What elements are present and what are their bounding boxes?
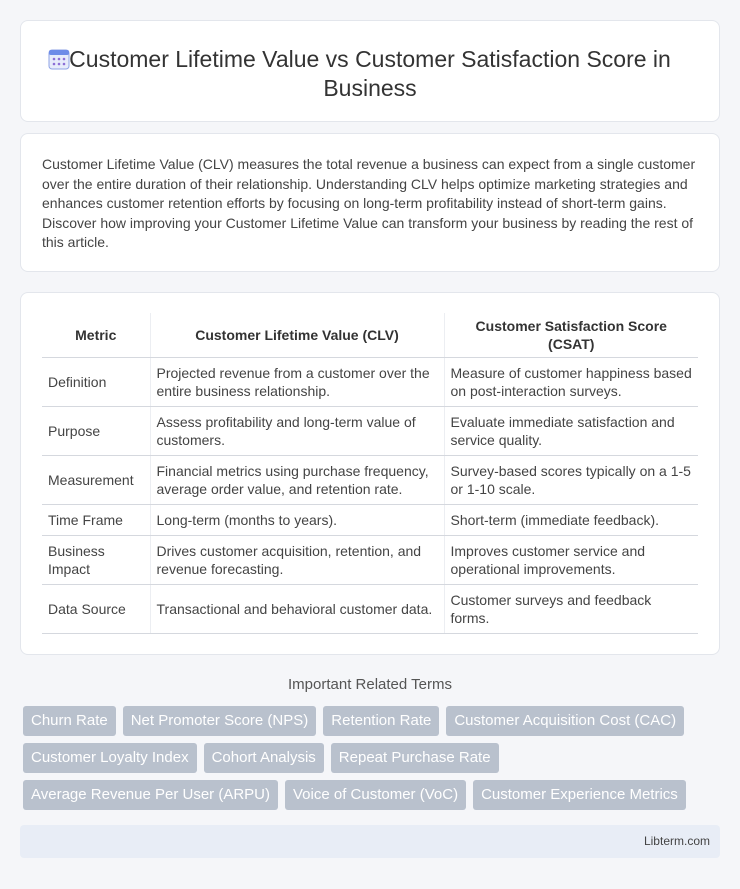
title-card xyxy=(20,20,720,122)
clv-cell: Transactional and behavioral customer data. xyxy=(150,584,444,633)
csat-cell: Customer surveys and feedback forms. xyxy=(444,584,698,633)
tag-cx-metrics[interactable]: Customer Experience Metrics xyxy=(473,780,686,810)
table-row xyxy=(42,584,698,633)
table-row xyxy=(42,357,698,406)
row-label: Business Impact xyxy=(42,535,150,584)
related-terms-list xyxy=(23,706,723,810)
tag-retention-rate[interactable]: Retention Rate xyxy=(323,706,439,736)
table-row xyxy=(42,406,698,455)
csat-cell: Short-term (immediate feedback). xyxy=(444,504,698,535)
header-csat: Customer Satisfaction Score (CSAT) xyxy=(444,313,698,357)
row-label: Purpose xyxy=(42,406,150,455)
row-label: Time Frame xyxy=(42,504,150,535)
tag-churn-rate[interactable]: Churn Rate xyxy=(23,706,116,736)
csat-cell: Improves customer service and operational improvements. xyxy=(444,535,698,584)
csat-cell: Measure of customer happiness based on post-interaction surveys. xyxy=(444,357,698,406)
footer xyxy=(20,825,720,858)
header-clv: Customer Lifetime Value (CLV) xyxy=(150,313,444,357)
tag-repeat-purchase-rate[interactable]: Repeat Purchase Rate xyxy=(331,743,499,773)
tag-cohort-analysis[interactable]: Cohort Analysis xyxy=(204,743,324,773)
header-metric: Metric xyxy=(42,313,150,357)
intro-paragraph: Customer Lifetime Value (CLV) measures the total revenue a business can expect from a single customer over the entire duration of their relationship. Understanding CLV helps optimize marketing strategies and enhances customer retention efforts by focusing on long-term profitability instead of short-term gains. Discover how improving your Customer Lifetime Value can transform your business by reading the rest of this article. xyxy=(42,156,696,251)
row-label: Measurement xyxy=(42,455,150,504)
tag-nps[interactable]: Net Promoter Score (NPS) xyxy=(123,706,317,736)
clv-cell: Long-term (months to years). xyxy=(150,504,444,535)
table-row xyxy=(42,455,698,504)
page-title: Customer Lifetime Value vs Customer Satisfaction Score in Business xyxy=(69,46,671,101)
comparison-table-card xyxy=(20,292,720,655)
clv-cell: Projected revenue from a customer over the entire business relationship. xyxy=(150,357,444,406)
csat-cell: Evaluate immediate satisfaction and service quality. xyxy=(444,406,698,455)
comparison-table xyxy=(42,313,698,634)
row-label: Data Source xyxy=(42,584,150,633)
table-row xyxy=(42,535,698,584)
row-label: Definition xyxy=(42,357,150,406)
intro-card xyxy=(20,133,720,272)
clv-cell: Financial metrics using purchase frequency, average order value, and retention rate. xyxy=(150,455,444,504)
table-header-row xyxy=(42,313,698,357)
footer-site-link[interactable]: Libterm.com xyxy=(643,834,710,848)
clv-cell: Drives customer acquisition, retention, and revenue forecasting. xyxy=(150,535,444,584)
table-row xyxy=(42,504,698,535)
tag-loyalty-index[interactable]: Customer Loyalty Index xyxy=(23,743,197,773)
csat-cell: Survey-based scores typically on a 1-5 or 1-10 scale. xyxy=(444,455,698,504)
related-terms-title: Important Related Terms xyxy=(288,676,452,693)
tag-arpu[interactable]: Average Revenue Per User (ARPU) xyxy=(23,780,278,810)
clv-cell: Assess profitability and long-term value of customers. xyxy=(150,406,444,455)
tag-cac[interactable]: Customer Acquisition Cost (CAC) xyxy=(446,706,684,736)
tag-voc[interactable]: Voice of Customer (VoC) xyxy=(285,780,466,810)
